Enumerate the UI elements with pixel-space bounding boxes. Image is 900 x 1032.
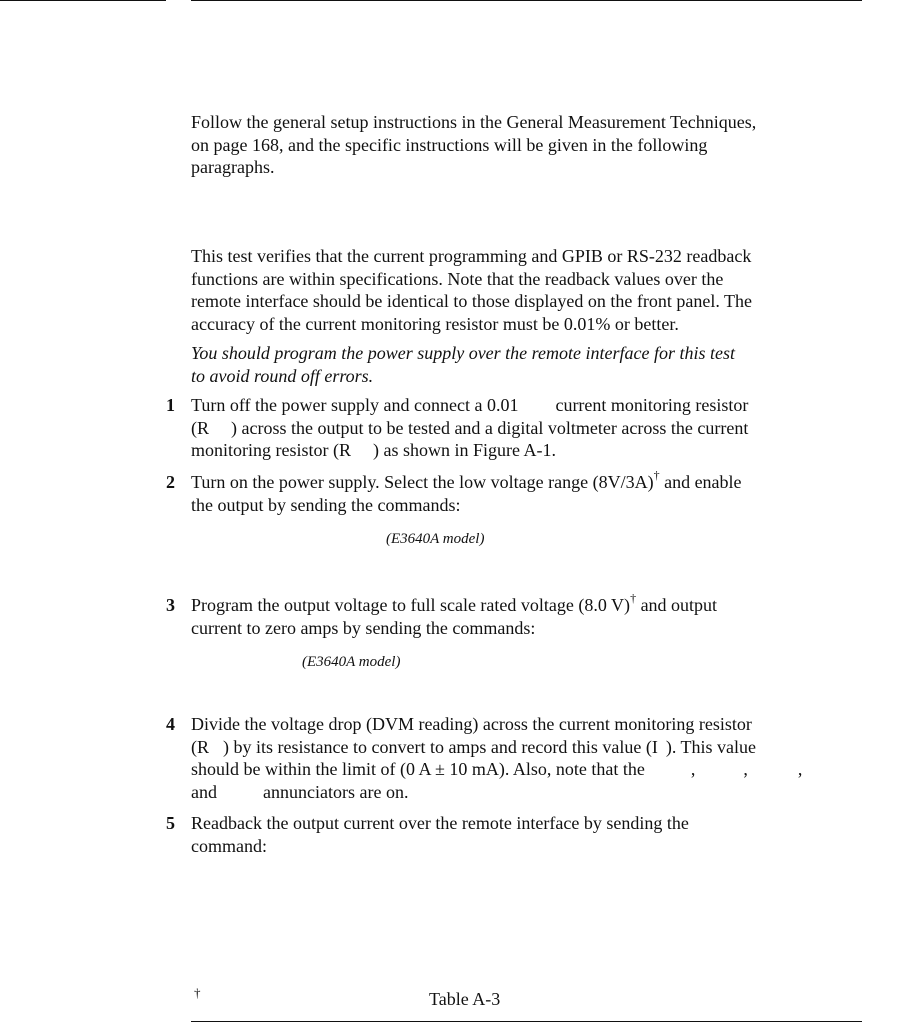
step-number: 1 [166,395,175,415]
step-text: should be within the limit of (0 A ± 10 mA). Also, note that the [191,759,645,779]
step-4-text [191,713,863,803]
step-text: Turn on the power supply. Select the low voltage range (8V/3A) [191,472,654,492]
step-text: ) by its resistance to convert to amps and record this value (I [223,736,658,757]
intro-paragraph [191,111,863,179]
step-3-text [191,591,863,639]
step-text: current monitoring resistor [555,395,749,415]
step-number: 5 [166,813,175,833]
test-line: functions are within specifications. Note that the readback values over the [191,268,724,289]
step-text: command: [191,835,267,856]
step-text: monitoring resistor (R [191,440,351,460]
step-text: , [743,759,748,779]
note-line: You should program the power supply over the remote interface for this test [191,343,735,363]
step-number: 3 [166,595,175,615]
step-1-text [191,394,863,462]
step-text: and [191,781,217,802]
dagger-mark: † [630,591,637,605]
step-text: and enable [659,472,742,492]
step-text: and output [636,595,718,615]
intro-line: paragraphs. [191,157,275,177]
dagger-mark: † [653,468,660,482]
test-note [191,342,863,387]
step-text: Readback the output current over the remote interface by sending the [191,813,689,833]
step-number: 4 [166,714,175,734]
step-text: annunciators are on. [263,781,409,802]
test-line: remote interface should be identical to those displayed on the front panel. The [191,291,752,311]
step-text: ) across the output to be tested and a digital voltmeter across the current [231,417,749,438]
step-2-text [191,468,863,516]
step-text: ). This value [665,736,757,757]
step-text: the output by sending the commands: [191,494,461,515]
intro-line: on page 168, and the specific instructions will be given in the following [191,134,708,155]
intro-line: Follow the general setup instructions in the General Measurement Techniques, [191,112,757,132]
step-5-text [191,812,863,857]
model-note: (E3640A model) [386,531,485,547]
test-paragraph [191,245,863,335]
step-text: current to zero amps by sending the commands: [191,617,536,638]
test-line: accuracy of the current monitoring resistor must be 0.01% or better. [191,313,679,334]
test-line: This test verifies that the current programming and GPIB or RS-232 readback [191,246,752,266]
step-text: Program the output voltage to full scale rated voltage (8.0 V) [191,595,631,615]
step-text: ) as shown in Figure A-1. [373,440,556,460]
step-text: , [690,759,696,779]
model-note: (E3640A model) [302,654,401,670]
bottom-rule [191,1021,862,1022]
step-text: , [797,759,803,779]
step-text: (R [191,417,209,438]
top-left-rule [0,0,166,1]
step-text: (R [191,736,209,757]
top-right-rule [191,0,862,1]
footnote-mark: † [194,985,201,1000]
note-line: to avoid round off errors. [191,365,374,386]
step-text: Divide the voltage drop (DVM reading) across the current monitoring resistor [191,714,752,734]
step-number: 2 [166,472,175,492]
step-text: Turn off the power supply and connect a 0.01 [191,395,519,415]
footnote-ref: Table A-3 [429,989,501,1009]
